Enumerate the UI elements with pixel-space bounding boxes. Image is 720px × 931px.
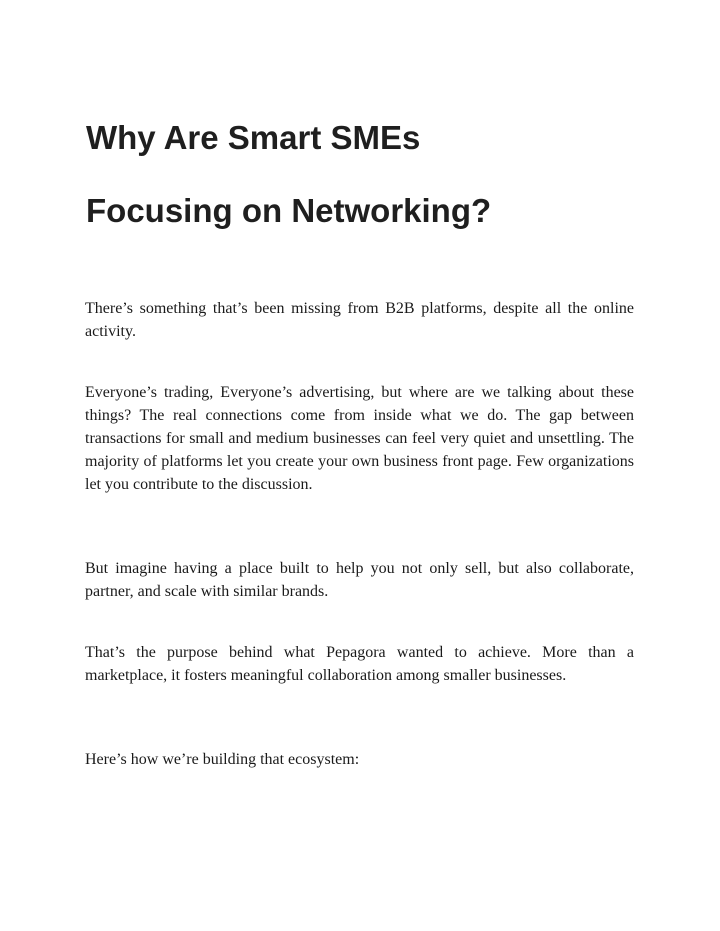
paragraph-ecosystem: Here’s how we’re building that ecosystem:	[85, 751, 360, 768]
page-title-line-1: Why Are Smart SMEs	[86, 119, 421, 156]
paragraph-intro: There’s something that’s been missing from B2B platforms, despite all the online activity.	[85, 300, 634, 340]
paragraph-purpose: That’s the purpose behind what Pepagora wanted to achieve. More than a marketplace, it fosters meaningful collaboration among smaller businesses.	[85, 644, 634, 684]
paragraph-gap: Everyone’s trading, Everyone’s advertising, but where are we talking about these things? The real connections come from inside what we do. The gap between transactions for small and medium businesses can feel very quiet and unsettling. The majority of platforms let you create your own business front page. Few organizations let you contribute to the discussion.	[85, 384, 634, 493]
paragraph-imagine: But imagine having a place built to help you not only sell, but also collaborate, partner, and scale with similar brands.	[85, 560, 634, 600]
page-title-line-2: Focusing on Networking?	[86, 192, 492, 229]
